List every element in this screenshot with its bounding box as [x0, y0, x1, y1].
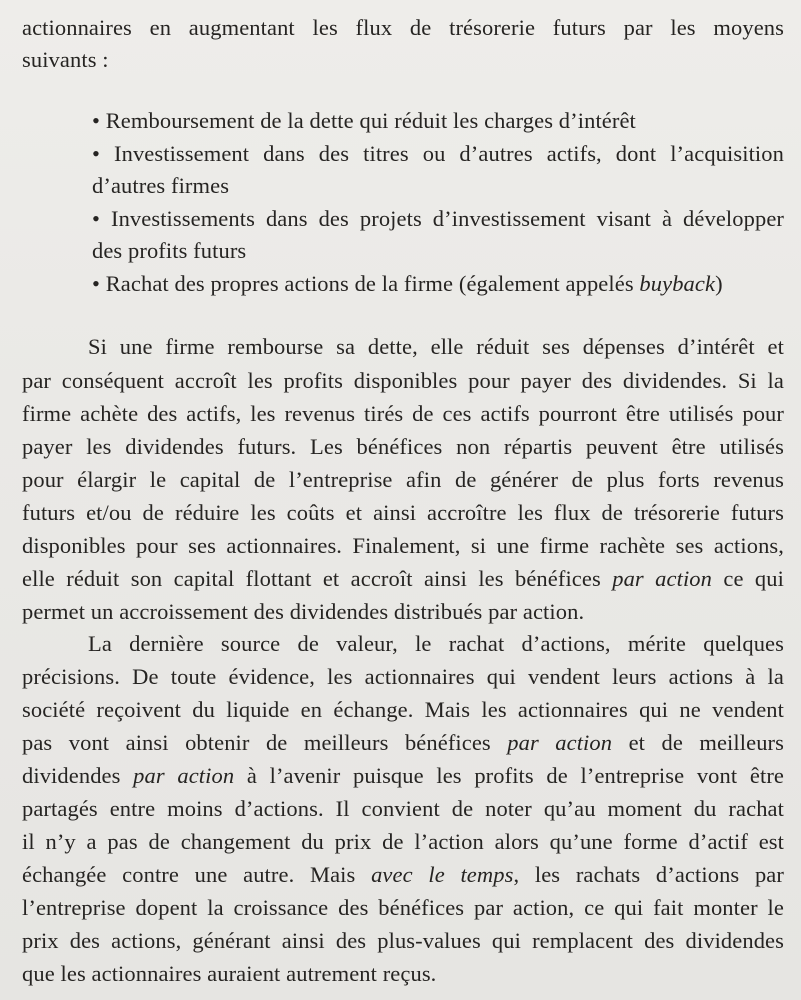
bullet-item-1: • Remboursement de la dette qui réduit les charges d’intérêt — [92, 108, 636, 133]
p2-line8-italic: avec le temps — [371, 862, 514, 887]
bullet-item-2: • Investissement dans des titres ou d’autres actifs, dont l’acquisition — [92, 141, 784, 166]
paragraph-1-line-6: futurs et/ou de réduire les coûts et ainsi accroître les flux de trésorerie futurs — [22, 500, 784, 525]
intro-line-1: actionnaires en augmentant les flux de trésorerie futurs par les moyens — [22, 15, 784, 40]
intro-line-2: suivants : — [22, 47, 109, 72]
p1-line8-after: ce qui — [712, 566, 784, 591]
bullet-item-4-closing: ) — [715, 271, 723, 296]
p2-line4-after: et de meilleurs — [612, 730, 784, 755]
paragraph-1-line-9: permet un accroissement des dividendes distribués par action. — [22, 599, 585, 624]
paragraph-1-line-7: disponibles pour ses actionnaires. Finalement, si une firme rachète ses actions, — [22, 533, 784, 558]
bullet-item-4-italic: buyback — [639, 271, 716, 296]
paragraph-1-line-8 — [22, 563, 784, 595]
paragraph-2-line-10: prix des actions, générant ainsi des plus-values qui remplacent des dividendes — [22, 928, 784, 953]
paragraph-2-line-1: La dernière source de valeur, le rachat d’actions, mérite quelques — [88, 631, 784, 656]
p2-line4-before: pas vont ainsi obtenir de meilleurs bénéfices — [22, 730, 508, 755]
paragraph-2-line-11: que les actionnaires auraient autrement reçus. — [22, 961, 437, 986]
p1-line8-before: elle réduit son capital flottant et accroît ainsi les bénéfices — [22, 566, 613, 591]
bullet-item-4 — [92, 268, 784, 300]
bullet-item-3: • Investissements dans des projets d’investissement visant à développer — [92, 206, 784, 231]
paragraph-2-line-7: il n’y a pas de changement du prix de l’action alors qu’une forme d’actif est — [22, 829, 784, 854]
paragraph-2-line-5 — [22, 760, 784, 792]
p2-line4-italic: par action — [507, 730, 613, 755]
p2-line8-before: échangée contre une autre. Mais — [22, 862, 372, 887]
paragraph-1-line-1: Si une firme rembourse sa dette, elle réduit ses dépenses d’intérêt et — [88, 334, 784, 359]
paragraph-2-line-6: partagés entre moins d’actions. Il convient de noter qu’au moment du rachat — [22, 796, 784, 821]
p1-line8-italic: par action — [612, 566, 712, 591]
p2-line5-italic: par action — [133, 763, 235, 788]
bullet-item-4-text: • Rachat des propres actions de la firme (également appelés — [92, 271, 640, 296]
paragraph-2-line-8 — [22, 859, 784, 891]
paragraph-1-line-4: payer les dividendes futurs. Les bénéfices non répartis peuvent être utilisés — [22, 434, 784, 459]
bullet-item-3-continuation: des profits futurs — [92, 238, 247, 263]
bullet-item-2-continuation: d’autres firmes — [92, 173, 230, 198]
paragraph-2-line-9: l’entreprise dopent la croissance des bénéfices par action, ce qui fait monter le — [22, 895, 784, 920]
paragraph-2-line-4 — [22, 727, 784, 759]
p2-line5-after: à l’avenir puisque les profits de l’entreprise vont être — [234, 763, 784, 788]
paragraph-1-line-3: firme achète des actifs, les revenus tirés de ces actifs pourront être utilisés pour — [22, 401, 784, 426]
paragraph-1-line-2: par conséquent accroît les profits disponibles pour payer des dividendes. Si la — [22, 368, 784, 393]
paragraph-2-line-3: société reçoivent du liquide en échange. Mais les actionnaires qui ne vendent — [22, 697, 784, 722]
p2-line5-before: dividendes — [22, 763, 134, 788]
paragraph-1-line-5: pour élargir le capital de l’entreprise afin de générer de plus forts revenus — [22, 467, 784, 492]
paragraph-2-line-2: précisions. De toute évidence, les actionnaires qui vendent leurs actions à la — [22, 664, 784, 689]
p2-line8-after: , les rachats d’actions par — [513, 862, 784, 887]
